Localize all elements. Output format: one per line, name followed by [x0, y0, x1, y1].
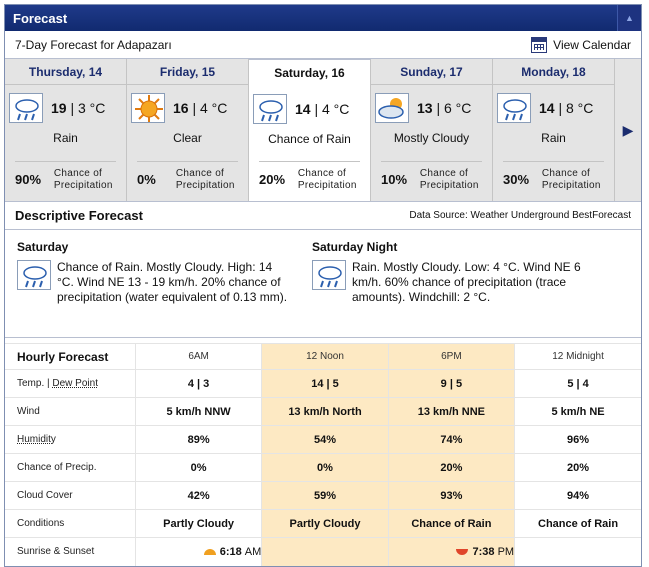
high-temp: 14 [539, 100, 555, 116]
night-text: Rain. Mostly Cloudy. Low: 4 °C. Wind NE 6 km/h. 60% chance of precipitation (trace amounts). Windchill: 2 °C. [352, 260, 581, 304]
dew-point-link[interactable]: Dew Point [52, 378, 98, 389]
sun-icon [131, 93, 165, 123]
chance-label: Chance of Precipitation [419, 167, 479, 191]
time-header: 6AM [135, 344, 261, 370]
cell: Chance of Rain [388, 510, 514, 538]
view-calendar-label: View Calendar [553, 37, 631, 52]
view-calendar-link[interactable] [531, 37, 631, 53]
table-row [5, 370, 641, 398]
condition: Clear [173, 131, 202, 145]
cell: 93% [388, 482, 514, 510]
condition: Rain [53, 131, 78, 145]
cell [262, 538, 388, 566]
row-label: Cloud Cover [5, 482, 135, 510]
row-label [5, 426, 135, 454]
cell: 96% [515, 426, 641, 454]
day-tab-monday[interactable]: Monday, 18 14 | 8 °C Rain 30% Chance of Precipitation [493, 59, 615, 201]
cell: 54% [262, 426, 388, 454]
table-row [5, 510, 641, 538]
low-temp: 6 °C [444, 100, 472, 116]
table-row [5, 454, 641, 482]
cell: 13 km/h NNE [388, 398, 514, 426]
sunset-icon [456, 549, 468, 555]
cell: 5 km/h NE [515, 398, 641, 426]
day-tab-sunday[interactable]: Sunday, 17 13 | 6 °C Mostly Cloudy 10% Chance of Precipitation [371, 59, 493, 201]
row-label: Sunrise & Sunset [5, 538, 135, 566]
rain-icon [253, 94, 287, 124]
table-row [5, 426, 641, 454]
hourly-title: Hourly Forecast [5, 344, 135, 370]
low-temp: 4 °C [322, 101, 350, 117]
cell: Partly Cloudy [262, 510, 388, 538]
descriptive-header [5, 202, 641, 230]
descriptive-body [5, 230, 641, 338]
sunset-cell [388, 538, 514, 566]
next-days-arrow-icon[interactable]: ▶ [615, 59, 641, 201]
row-label: Chance of Precip. [5, 454, 135, 482]
cell: 59% [262, 482, 388, 510]
table-row [5, 538, 641, 566]
cell: 5 km/h NNW [135, 398, 261, 426]
night-heading: Saturday Night [312, 240, 398, 254]
mostly-cloudy-icon [375, 93, 409, 123]
condition: Chance of Rain [268, 132, 351, 146]
sunrise-icon [204, 549, 216, 555]
high-temp: 14 [295, 101, 311, 117]
high-temp: 13 [417, 100, 433, 116]
day-name: Monday, 18 [493, 59, 614, 85]
rain-icon [9, 93, 43, 123]
table-row [5, 482, 641, 510]
forecast-panel [4, 4, 642, 567]
low-temp: 4 °C [200, 100, 228, 116]
cell: 89% [135, 426, 261, 454]
cell: 94% [515, 482, 641, 510]
cell: 9 | 5 [388, 370, 514, 398]
humidity-link[interactable]: Humidity [17, 434, 56, 445]
rain-icon [17, 260, 51, 290]
cell: 74% [388, 426, 514, 454]
condition: Mostly Cloudy [393, 131, 470, 145]
day-tab-thursday[interactable]: Thursday, 14 19 | 3 °C Rain 90% Chance of Precipitation [5, 59, 127, 201]
night-description [312, 240, 607, 337]
day-name: Sunday, 17 [371, 59, 492, 85]
day-text: Chance of Rain. Mostly Cloudy. High: 14 °C. Wind NE 13 - 19 km/h. 20% chance of precipitation (water equivalent of 0.13 mm). [57, 260, 288, 304]
day-description [17, 240, 312, 337]
high-temp: 19 [51, 100, 67, 116]
cell: Partly Cloudy [135, 510, 261, 538]
collapse-icon[interactable]: ▲ [617, 5, 641, 31]
day-tabs [5, 59, 641, 202]
location-title: 7-Day Forecast for Adapazarı [15, 37, 172, 52]
cell: Chance of Rain [515, 510, 641, 538]
row-label: Temp. | Dew Point [5, 370, 135, 398]
condition: Rain [541, 131, 566, 145]
chance-label: Chance of Precipitation [541, 167, 601, 191]
low-temp: 3 °C [78, 100, 106, 116]
panel-header [5, 5, 641, 31]
chance-value: 30% [503, 172, 530, 187]
cell: 5 | 4 [515, 370, 641, 398]
chance-value: 20% [259, 172, 286, 187]
cell: 0% [262, 454, 388, 482]
day-heading: Saturday [17, 240, 69, 254]
chance-value: 90% [15, 172, 42, 187]
time-header: 6PM [388, 344, 514, 370]
day-tab-friday[interactable]: Friday, 15 16 | 4 °C Clear 0% Chance of Precipitation [127, 59, 249, 201]
chance-value: 10% [381, 172, 408, 187]
time-header: 12 Noon [262, 344, 388, 370]
time-header: 12 Midnight [515, 344, 641, 370]
sunrise-suffix: AM [244, 545, 262, 558]
data-source: Data Source: Weather Underground BestForecast [409, 210, 631, 221]
low-temp: 8 °C [566, 100, 594, 116]
day-name: Saturday, 16 [274, 66, 345, 80]
cell: 4 | 3 [135, 370, 261, 398]
row-label: Conditions [5, 510, 135, 538]
cell: 20% [515, 454, 641, 482]
row-label: Wind [5, 398, 135, 426]
subheader [5, 31, 641, 59]
chance-label: Chance of Precipitation [53, 167, 113, 191]
hourly-header-row [5, 344, 641, 370]
cell: 42% [135, 482, 261, 510]
chance-label: Chance of Precipitation [297, 167, 357, 191]
cell: 0% [135, 454, 261, 482]
day-name: Thursday, 14 [5, 59, 126, 85]
cell: 20% [388, 454, 514, 482]
cell: 13 km/h North [262, 398, 388, 426]
chance-value: 0% [137, 172, 156, 187]
rain-icon [312, 260, 346, 290]
sunset-suffix: PM [497, 545, 515, 558]
panel-title: Forecast [13, 10, 68, 26]
sunset-time: 7:38 [472, 545, 495, 558]
sunrise-cell [135, 538, 261, 566]
descriptive-title: Descriptive Forecast [15, 208, 143, 223]
sunrise-time: 6:18 [219, 545, 242, 558]
day-name: Friday, 15 [127, 59, 248, 85]
cell: 14 | 5 [262, 370, 388, 398]
day-tab-saturday[interactable]: Saturday, 16 14 | 4 °C Chance of Rain 20% Chance of Precipitation [249, 59, 371, 201]
calendar-icon [531, 37, 547, 53]
table-row [5, 398, 641, 426]
hourly-table [5, 343, 641, 566]
chance-label: Chance of Precipitation [175, 167, 235, 191]
cell [515, 538, 641, 566]
high-temp: 16 [173, 100, 189, 116]
rain-icon [497, 93, 531, 123]
